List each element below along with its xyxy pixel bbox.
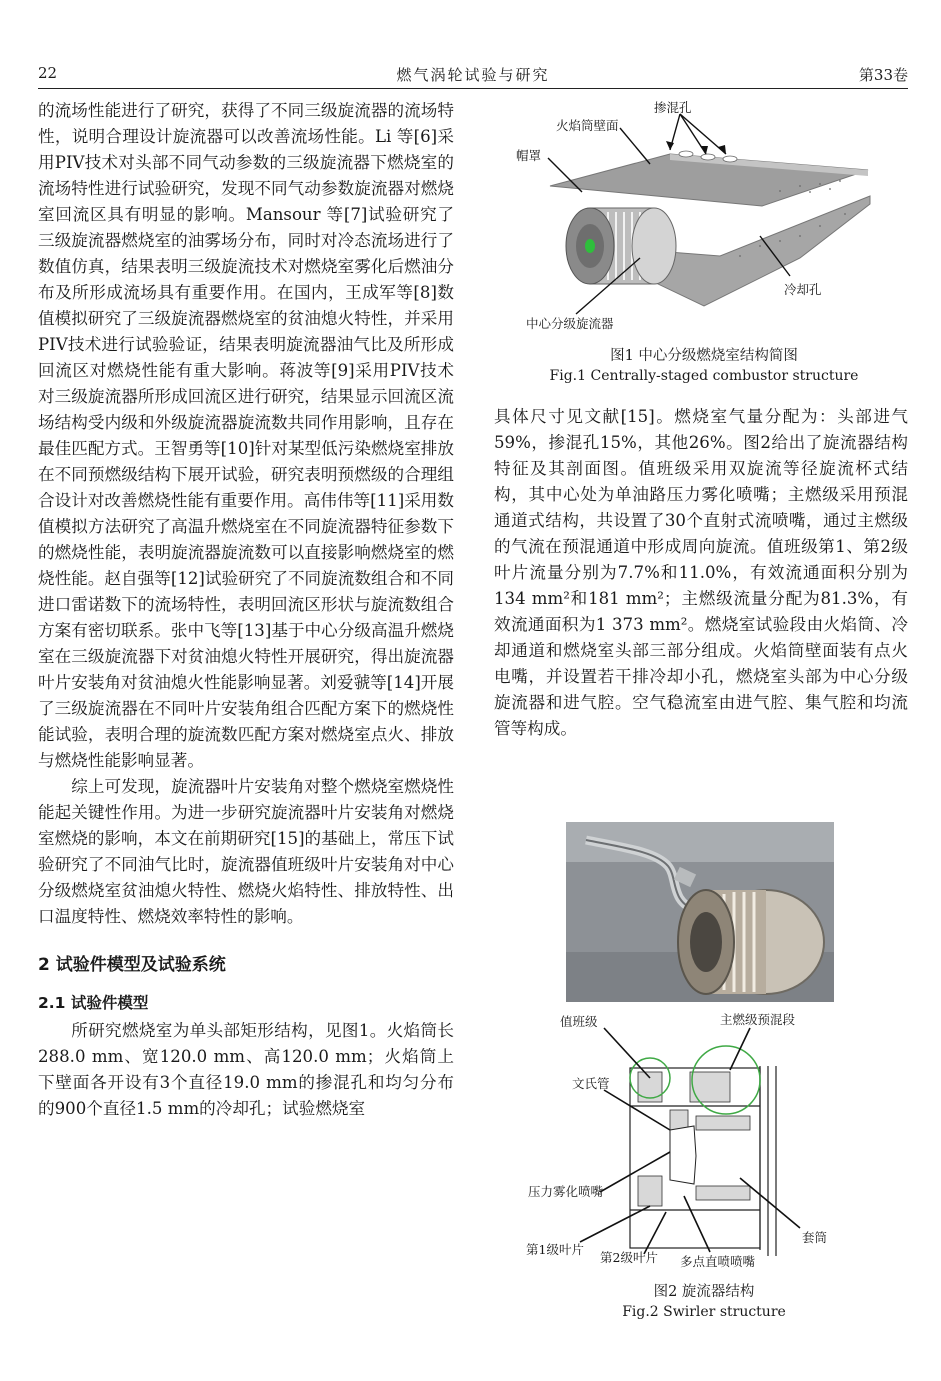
volume-label: 第33卷: [858, 66, 908, 84]
label-stage1-vane: 第1级叶片: [526, 1242, 584, 1257]
subsection-heading: 2.1 试验件模型: [38, 994, 149, 1012]
swirler-rear-face: [632, 208, 676, 284]
figure-1-caption-cn: 图1 中心分级燃烧室结构简图: [610, 348, 798, 364]
left-column: [38, 98, 454, 1122]
body-paragraph: 具体尺寸见文献[15]。燃烧室气量分配为：头部进气59%，掺混孔15%，其他26%。图2给出了旋流器结构特征及其剖面图。值班级采用双旋流等径旋流杯式结构，其中心处为单油路压力雾化喷嘴；主燃级采用预混通道式结构，共设置了30个直射式流喷嘴，通过主燃级的气流在预混通道中形成周向旋流。值班级第1、第2级叶片流量分别为7.7%和11.0%，有效流通面积分别为134 mm²和181 mm²；主燃级流量分配为81.3%，有效流通面积为1 373 mm²。燃烧室试验段由火焰筒、冷却通道和燃烧室头部三部分组成。火焰筒壁面装有点火电嘴，并设置若干排冷却小孔，燃烧室头部为中心分级旋流器和进气腔。空气稳流室由进气腔、集气腔和均流管等构成。: [494, 407, 908, 738]
figure-2-caption-cn: 图2 旋流器结构: [653, 1284, 755, 1300]
swirler-photo: [566, 822, 834, 1002]
right-column: [494, 404, 908, 742]
label-pilot: 值班级: [560, 1014, 598, 1029]
figure-1-caption-en: Fig.1 Centrally-staged combustor structure: [549, 368, 859, 384]
section-heading: 2 试验件模型及试验系统: [38, 955, 226, 975]
label-stage2-vane: 第2级叶片: [600, 1250, 658, 1265]
figure-2-caption-en: Fig.2 Swirler structure: [622, 1304, 786, 1320]
body-paragraph: 综上可发现，旋流器叶片安装角对整个燃烧室燃烧性能起关键性作用。为进一步研究旋流器叶片安装角对燃烧室燃烧的影响，本文在前期研究[15]的基础上，常压下试验研究了不同油气比时，旋流器值班级叶片安装角对中心分级燃烧室贫油熄火特性、燃烧火焰特性、排放特性、出口温度特性、燃烧效率特性的影响。: [38, 777, 454, 926]
label-cooling-hole: 冷却孔: [784, 282, 822, 297]
label-swirler: 中心分级旋流器: [526, 316, 614, 331]
leader-arrowheads: [666, 141, 726, 154]
figure-1-combustor-sketch: [500, 96, 908, 336]
label-multi-point-nozzle: 多点直喷喷嘴: [680, 1254, 756, 1269]
label-cap: 帽罩: [516, 148, 542, 163]
label-mixing-hole: 掺混孔: [654, 100, 692, 115]
journal-title: 燃气涡轮试验与研究: [396, 66, 550, 84]
swirler-inner-hole: [690, 912, 722, 972]
running-header: [38, 62, 908, 92]
page-number: 22: [38, 64, 58, 82]
body-paragraph: 所研究燃烧室为单头部矩形结构，见图1。火焰筒长288.0 mm、宽120.0 mm、高120.0 mm；火焰筒上下壁面各开设有3个直径19.0 mm的掺混孔和均匀分布的900个直径1.5 mm的冷却孔；试验燃烧室: [38, 1021, 454, 1118]
nozzle-center-marker: [585, 239, 595, 253]
label-venturi: 文氏管: [572, 1076, 610, 1091]
label-main-premix: 主燃级预混段: [720, 1012, 796, 1027]
header-rule: [38, 88, 908, 89]
venturi-outline: [670, 1126, 696, 1184]
label-pressure-atomizer: 压力雾化喷嘴: [528, 1184, 604, 1199]
figure-2-swirler-section: [520, 1006, 910, 1276]
label-sleeve: 套筒: [802, 1230, 828, 1245]
label-liner-wall: 火焰筒壁面: [556, 118, 619, 133]
body-paragraph: 的流场性能进行了研究，获得了不同三级旋流器的流场特性，说明合理设计旋流器可以改善流场性能。Li 等[6]采用PIV技术对头部不同气动参数的三级旋流器下燃烧室的流场特性进行试验研究，发现不同气动参数旋流器对燃烧室回流区具有明显的影响。Mansour 等[7]试验研究了三级旋流器燃烧室的油雾场分布，同时对冷态流场进行了数值仿真，结果表明三级旋流技术对燃烧室雾化后燃油分布及所形成流场具有重要作用。在国内，王成军等[8]数值模拟研究了三级旋流器燃烧室的贫油熄火特性，并采用PIV技术进行试验验证，结果表明旋流器油气比及所形成回流区对燃烧性能有重大影响。蒋波等[9]采用PIV技术对三级旋流器所形成回流区进行研究，结果显示回流区流场结构受内级和外级旋流器旋流数共同作用影响，且存在最佳匹配方式。王智勇等[10]针对某型低污染燃烧室排放在不同预燃级结构下展开试验，研究表明预燃级的合理组合设计对改善燃烧性能有重要作用。高伟伟等[11]采用数值模拟方法研究了高温升燃烧室在不同旋流器特征参数下的燃烧性能，表明旋流器旋流数可以直接影响燃烧室的燃烧性能。赵自强等[12]试验研究了不同旋流数组合和不同进口雷诺数下的流场特性，表明回流区形状与旋流数组合方案有密切联系。张中飞等[13]基于中心分级高温升燃烧室在三级旋流器下对贫油熄火特性开展研究，得出旋流器叶片安装角对贫油熄火性能影响显著。刘爱虢等[14]开展了三级旋流器在不同叶片安装角组合匹配方案下的燃烧性能试验，表明合理的旋流数匹配方案对燃烧室点火、排放与燃烧性能影响显著。: [38, 101, 454, 770]
